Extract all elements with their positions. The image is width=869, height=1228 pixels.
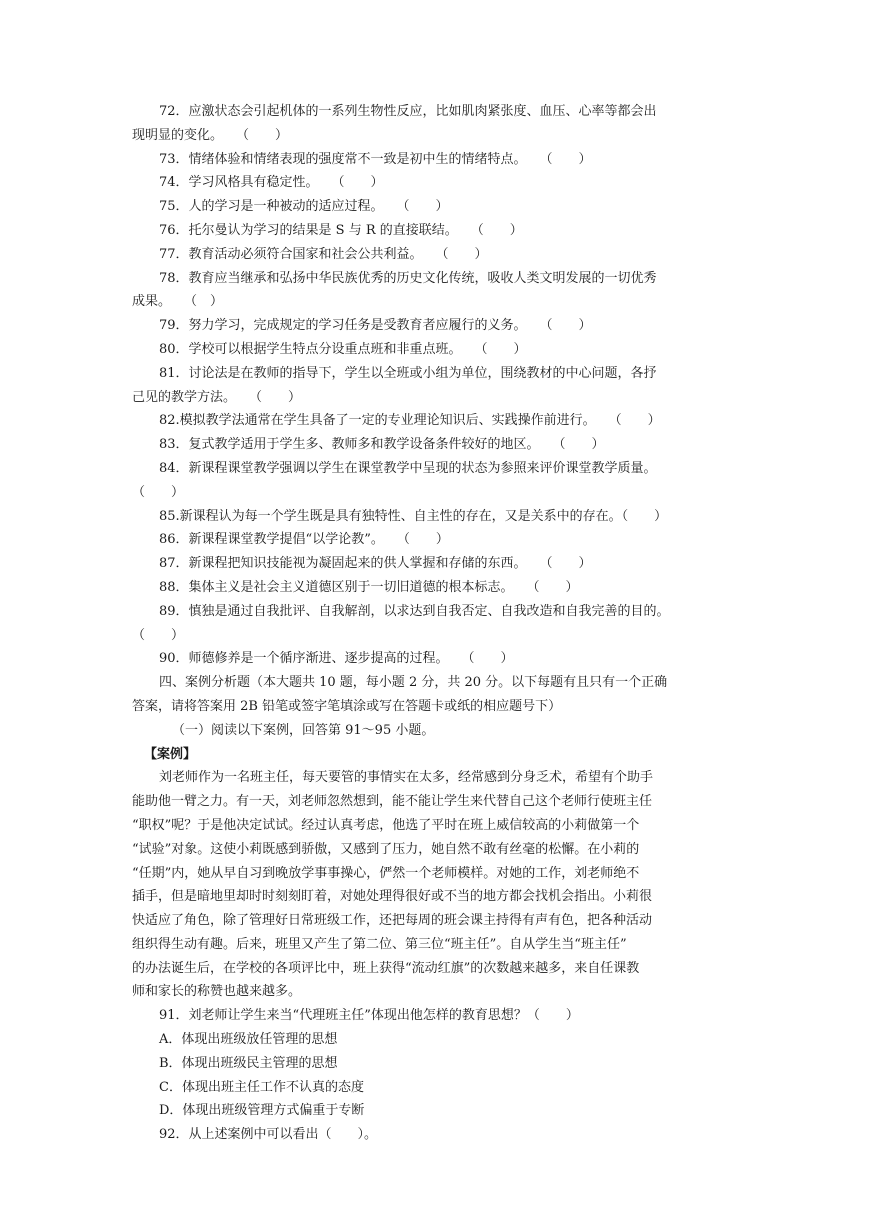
question-86: 86．新课程课堂教学提倡“以学论教”。 （ ） [159, 532, 449, 548]
case-paragraph-line: 快适应了角色，除了管理好日常班级工作，还把每周的班会课主持得有声有色，把各种活动 [132, 913, 653, 929]
question-83: 83．复式教学适用于学生多、教师多和教学设备条件较好的地区。 （ ） [159, 437, 605, 453]
question-89-line-2: （ ） [132, 627, 185, 643]
question-79: 79．努力学习，完成规定的学习任务是受教育者应履行的义务。 （ ） [159, 318, 592, 334]
question-75: 75．人的学习是一种被动的适应过程。 （ ） [159, 199, 449, 215]
question-84-line-2: （ ） [132, 484, 185, 500]
case-paragraph-line: 能助他一臂之力。有一天，刘老师忽然想到，能不能让学生来代替自己这个老师行使班主任 [132, 794, 653, 810]
question-76: 76．托尔曼认为学习的结果是 S 与 R 的直接联结。 （ ） [159, 222, 523, 238]
question-81-line-2: 己见的教学方法。 （ ） [132, 389, 302, 405]
case-paragraph-line: “职权”呢？于是他决定试试。经过认真考虑，他选了平时在班上威信较高的小莉做第一个 [132, 817, 640, 833]
case-paragraph-line: 的办法诞生后，在学校的各项评比中，班上获得“流动红旗”的次数越来越多，来自任课教 [132, 960, 640, 976]
question-74: 74．学习风格具有稳定性。 （ ） [159, 175, 384, 191]
question-92: 92．从上述案例中可以看出（ ）。 [159, 1127, 378, 1143]
question-84-line-1: 84．新课程课堂教学强调以学生在课堂教学中呈现的状态为参照来评价课堂教学质量。 [159, 460, 657, 476]
question-73: 73．情绪体验和情绪表现的强度常不一致是初中生的情绪特点。 （ ） [159, 151, 592, 167]
question-82: 82.模拟教学法通常在学生具备了一定的专业理论知识后、实践操作前进行。 （ ） [159, 413, 661, 429]
question-91: 91．刘老师让学生来当“代理班主任”体现出他怎样的教育思想？（ ） [159, 1008, 579, 1024]
question-88: 88．集体主义是社会主义道德区别于一切旧道德的根本标志。 （ ） [159, 579, 579, 595]
question-77: 77．教育活动必须符合国家和社会公共利益。 （ ） [159, 246, 488, 262]
case-paragraph-line: “试验”对象。这使小莉既感到骄傲，又感到了压力，她自然不敢有丝毫的松懈。在小莉的 [132, 841, 640, 857]
question-90: 90．师德修养是一个循序渐进、逐步提高的过程。 （ ） [159, 651, 514, 667]
case-label: 【案例】 [144, 746, 197, 762]
question-78-line-1: 78．教育应当继承和弘扬中华民族优秀的历史文化传统，吸收人类文明发展的一切优秀 [159, 270, 657, 286]
question-72-line-2: 现明显的变化。 （ ） [132, 127, 289, 143]
question-72-line-1: 72．应激状态会引起机体的一系列生物性反应，比如肌肉紧张度、血压、心率等都会出 [159, 104, 657, 119]
question-89-line-1: 89．慎独是通过自我批评、自我解剖，以求达到自我否定、自我改造和自我完善的目的。 [159, 603, 670, 619]
case-paragraph-line: 组织得生动有趣。后来，班里又产生了第二位、第三位“班主任”。自从学生当“班主任” [132, 936, 627, 952]
question-78-line-2: 成果。 （ ） [132, 294, 224, 310]
question-80: 80．学校可以根据学生特点分设重点班和非重点班。 （ ） [159, 341, 527, 357]
case-paragraph-line: 师和家长的称赞也越来越多。 [132, 984, 302, 1000]
section-4-heading-line-1: 四、案例分析题（本大题共 10 题，每小题 2 分，共 20 分。以下每题有且只有一个正确 [159, 675, 668, 691]
question-85: 85.新课程认为每一个学生既是具有独特性、自主性的存在，又是关系中的存在。（ ） [159, 508, 668, 524]
section-4-heading-line-2: 答案，请将答案用 2B 铅笔或签字笔填涂或写在答题卡或纸的相应题号下） [132, 698, 562, 714]
case-paragraph-line: 刘老师作为一名班主任，每天要管的事情实在太多，经常感到分身乏术，希望有个助手 [159, 770, 654, 786]
case-paragraph-line: 插手，但是暗地里却时时刻刻盯着，对她处理得很好或不当的地方都会找机会指出。小莉很 [132, 889, 653, 905]
document-page [132, 100, 740, 1147]
question-91-option-a: A．体现出班级放任管理的思想 [159, 1032, 338, 1048]
question-91-option-d: D．体现出班级管理方式偏重于专断 [159, 1103, 365, 1119]
question-91-option-b: B．体现出班级民主管理的思想 [159, 1055, 338, 1071]
question-81-line-1: 81．讨论法是在教师的指导下，学生以全班或小组为单位，围绕教材的中心问题，各抒 [159, 365, 657, 381]
question-87: 87．新课程把知识技能视为凝固起来的供人掌握和存储的东西。 （ ） [159, 556, 592, 572]
part-1-instruction: （一）阅读以下案例，回答第 91～95 小题。 [172, 722, 435, 738]
question-91-option-c: C．体现出班主任工作不认真的态度 [159, 1079, 364, 1095]
case-paragraph-line: “任期”内，她从早自习到晚放学事事操心，俨然一个老师模样。对她的工作，刘老师绝不 [132, 865, 640, 881]
